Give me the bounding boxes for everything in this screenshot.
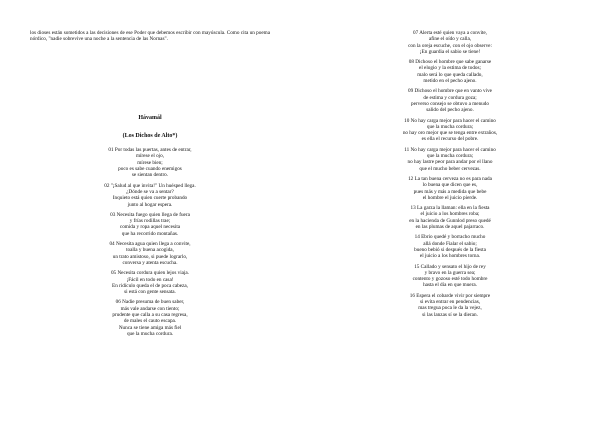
stanza-line: 02 "¡Salud al que invita!" Un huésped llega. — [104, 182, 196, 189]
stanza-line: el hombre el juicio pierde. — [422, 194, 478, 201]
stanza-line: y bravo en la guerra sea; — [424, 269, 476, 276]
stanza-line: pues más y más a medida que bebe — [413, 188, 487, 195]
stanza — [30, 299, 270, 337]
stanza-line: 15 Callado y sensato el hijo de rey — [414, 263, 486, 270]
stanza — [330, 118, 570, 143]
stanza-line: perverso consejo se obtuvo a menudo — [411, 100, 489, 107]
stanza-line: un trato amistoso, si puede lograrlo, — [112, 253, 188, 260]
stanza-line: ¿Dónde se va a sentar? — [126, 188, 174, 195]
stanza — [330, 30, 570, 55]
stanza-line: salido del pecho ajeno. — [426, 107, 474, 114]
stanza-line: malo será lo que queda callado, — [417, 71, 483, 78]
stanza — [330, 234, 570, 259]
poem-subtitle: (Los Dichos de Alto*) — [122, 132, 178, 139]
stanza-line: si está con gente sensata. — [124, 289, 176, 296]
stanza-line: comida y ropa aquel necesita — [119, 224, 181, 231]
stanza — [330, 205, 570, 230]
stanza-line: el juicio a los hombres roba; — [420, 211, 480, 218]
stanza — [30, 270, 270, 295]
stanza-line: 07 Alerta esté quien vaya a convite, — [413, 30, 487, 36]
stanza-line: el elogio y la estima de todos; — [419, 65, 481, 72]
stanza-line: 08 Dichoso el hombre que sabe ganarse — [408, 59, 492, 66]
stanza-line: prudente que calla a su casa regresa, — [112, 312, 188, 319]
stanza-line: 04 Necesita agua quien llega a convite, — [109, 241, 191, 248]
stanza-line: más vale andarse con tiento; — [120, 305, 180, 312]
stanza — [30, 212, 270, 237]
stanza-line: allá donde Fialar el sabio; — [423, 240, 477, 247]
stanza-line: 13 La garza la llaman: ella en la fiesta — [410, 205, 490, 212]
stanza — [330, 147, 570, 172]
stanza-line: 06 Nadie presuma de buen saber, — [115, 299, 185, 306]
stanza-line: toalla y buena acogida, — [126, 247, 174, 254]
right-stanzas — [330, 30, 570, 318]
stanza-line: que la mucha cordura; — [426, 123, 474, 130]
stanza-line: lo buena que dicen que es, — [422, 182, 478, 189]
stanza-line: si evita entrar en pendencias, — [419, 298, 481, 305]
stanza-line: que la mucha cordura; — [426, 153, 474, 160]
stanza-line: En ridículo queda el de poca cabeza, — [112, 282, 188, 289]
stanza-line: que ha recorrido montañas. — [121, 230, 179, 237]
stanza-line: Nunca se tiene amiga más fiel — [118, 324, 182, 331]
stanza-line: 12 La tan buena cerveza no es para nada — [408, 175, 492, 182]
stanza-line: 05 Necesita cordura quien lejos viaja. — [110, 270, 190, 277]
stanza — [330, 264, 570, 289]
stanza-line: 09 Dichoso el hombre que en vanto vive — [408, 88, 492, 95]
stanza-line: mas tregua poca le da la vejez, — [418, 305, 482, 312]
stanza-line: mírese el ojo, — [135, 153, 165, 160]
stanza-line: metido en el pecho ajeno. — [423, 78, 477, 85]
stanza-line: en las plumas de aquel pajarraco. — [415, 224, 485, 231]
stanza-line: es ella el recurso del pobre. — [421, 136, 479, 143]
poem-title: Hávamál — [138, 114, 162, 121]
stanza-line: junto al hogar espera. — [127, 201, 173, 208]
intro-paragraph: los dioses están sometidos a las decisiones de ese Poder que debemos escribir con mayúscula. Como cita un poema nórdico, "nadie sobrevive una noche a la sentencia de las Nornas". — [30, 30, 270, 43]
stanza-line: si las lanzas sí se la dieran. — [422, 311, 478, 318]
stanza — [30, 241, 270, 266]
stanza-line: se sientan dentro. — [131, 172, 169, 179]
stanza-line: 11 No hay carga mejor para hacer el camino — [404, 146, 496, 153]
right-column — [330, 30, 570, 322]
stanza-line: de males el cauto escapa. — [123, 318, 177, 325]
stanza-line: 03 Necesita fuego quien llega de fuera — [110, 211, 190, 218]
left-column — [30, 30, 270, 341]
stanza-line: que la mucha cordura. — [126, 330, 174, 337]
stanza-line: ¡Fácil en todo en casa! — [126, 276, 174, 283]
stanza-line: ¡En guardia el sabio se tiene! — [419, 48, 481, 55]
stanza-line: Inquieto está quien cuerte probando — [112, 195, 188, 202]
left-stanzas — [30, 147, 270, 337]
stanza-line: conversa y atenta escucha. — [122, 259, 178, 266]
stanza — [330, 88, 570, 113]
stanza-line: 01 Por todas las puertas, antes de entrar, — [108, 147, 192, 154]
stanza-line: que el mucho beber cervezas. — [419, 165, 481, 172]
stanza-line: 14 Ebrio quedé y borracho mucho — [414, 234, 486, 241]
stanza-line: 10 No hay carga mejor para hacer el camino — [404, 117, 496, 124]
stanza — [30, 147, 270, 178]
stanza-line: hasta el día en que muera. — [423, 282, 477, 289]
stanza-line: bueno bebió si después de la fiesta — [414, 246, 486, 253]
stanza — [330, 59, 570, 84]
stanza-line: y frías rodillas trae; — [129, 218, 171, 225]
stanza-line: 16 Espera el cobarde vivir por siempre — [409, 292, 491, 299]
stanza-line: poco es sabe cuando enemigos — [118, 166, 182, 173]
stanza-line: de estima y cordura goza; — [423, 94, 477, 101]
stanza — [330, 176, 570, 201]
stanza-line: con la oreja escuche, con el ojo observe: — [408, 42, 492, 49]
stanza-line: no hay lastre peor para andar por el llano — [407, 159, 493, 166]
stanza-line: el juicio a los hombres torna. — [419, 253, 481, 260]
stanza — [330, 293, 570, 318]
stanza-line: mírese bien; — [137, 159, 163, 166]
stanza-line: no hay oro mejor que se tenga entre extraños, — [402, 130, 498, 137]
stanza-line: contento y gozoso esté todo hombre — [412, 276, 488, 283]
stanza-line: en la hacienda de Gunnlod preso quedé — [409, 217, 491, 224]
stanza — [30, 183, 270, 208]
stanza-line: afine el oído y calla, — [428, 36, 472, 43]
